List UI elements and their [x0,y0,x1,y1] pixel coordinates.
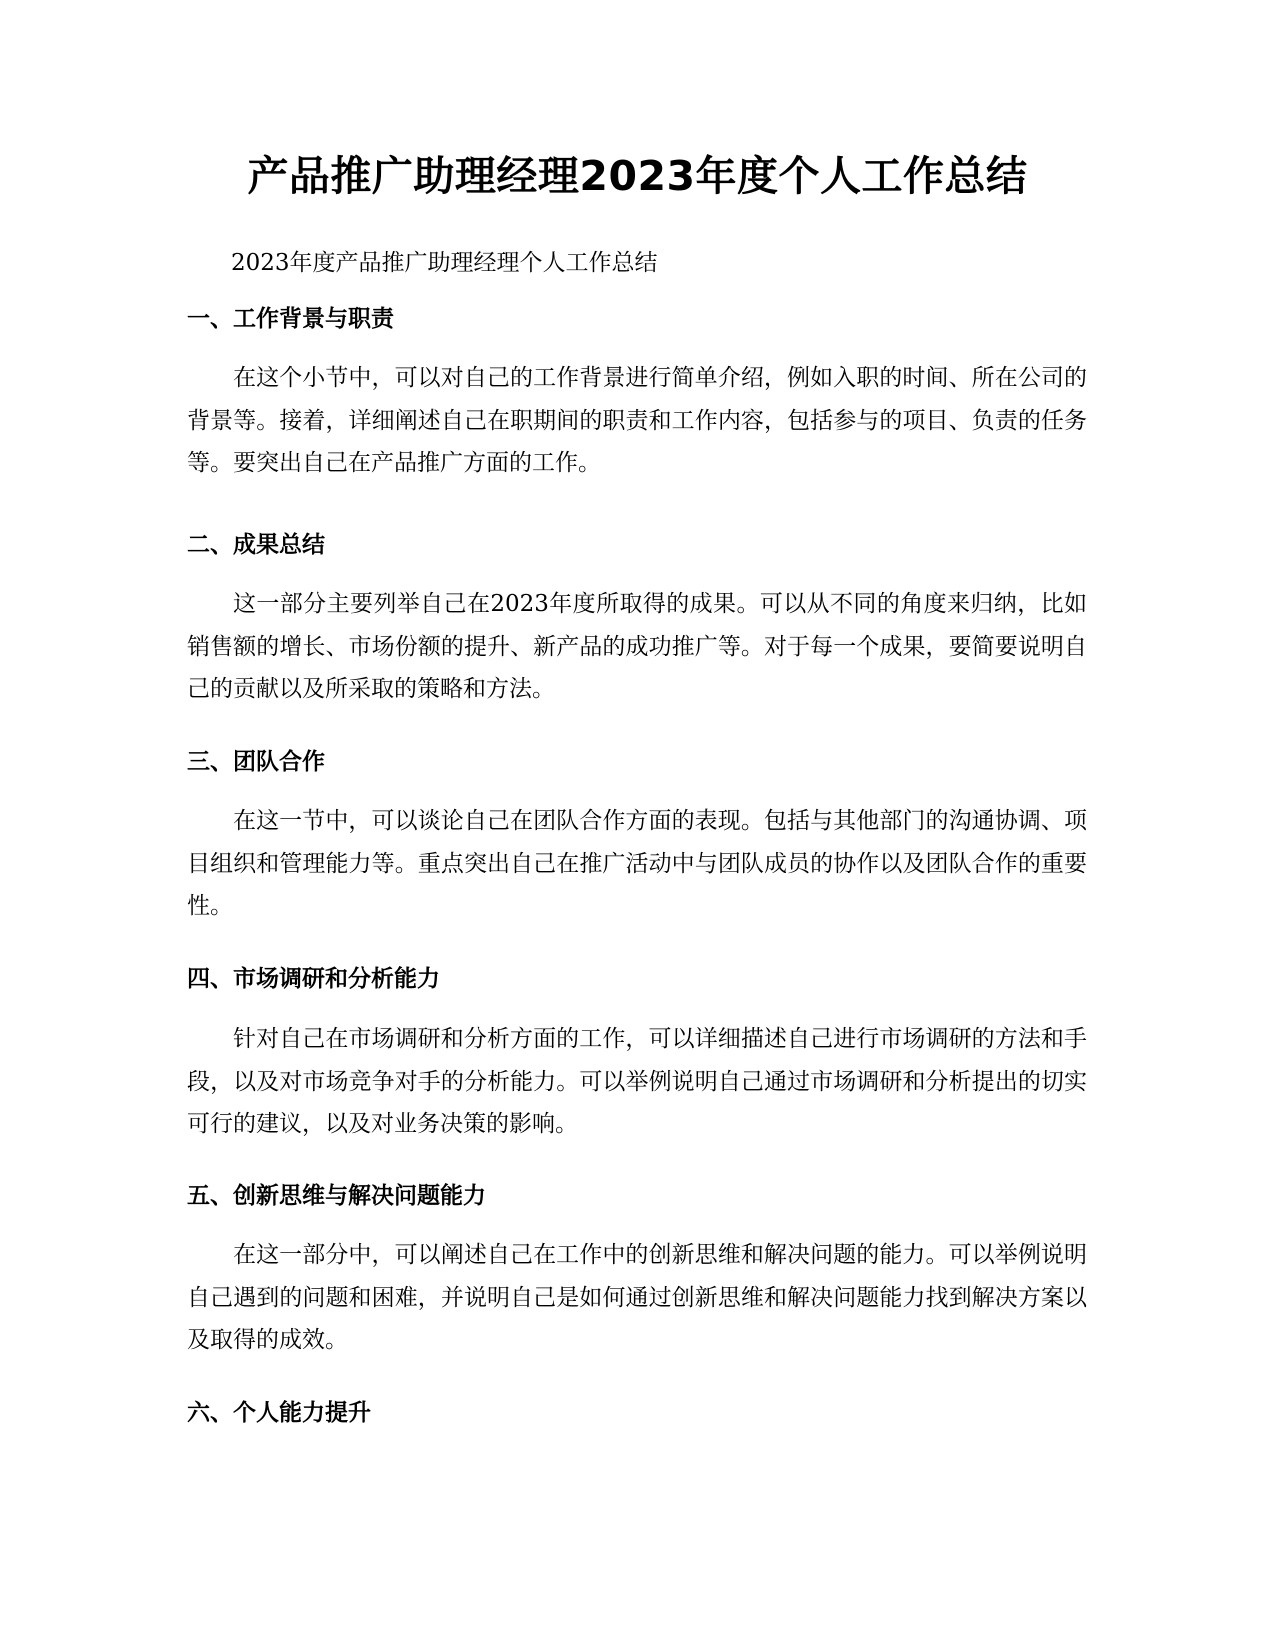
section-heading-3: 三、团队合作 [187,749,325,775]
section-heading-2: 二、成果总结 [187,532,325,558]
section-heading-1: 一、工作背景与职责 [187,306,394,332]
section-heading-5: 五、创新思维与解决问题能力 [187,1183,486,1209]
section-paragraph-4: 针对自己在市场调研和分析方面的工作，可以详细描述自己进行市场调研的方法和手段，以及对市场竞争对手的分析能力。可以举例说明自己通过市场调研和分析提出的切实可行的建议，以及对业务决策的影响。 [187,1026,1087,1137]
section-paragraph-1: 在这个小节中，可以对自己的工作背景进行简单介绍，例如入职的时间、所在公司的背景等。接着，详细阐述自己在职期间的职责和工作内容，包括参与的项目、负责的任务等。要突出自己在产品推广方面的工作。 [187,365,1087,476]
section-heading-6: 六、个人能力提升 [187,1400,371,1426]
section-paragraph-5: 在这一部分中，可以阐述自己在工作中的创新思维和解决问题的能力。可以举例说明自己遇到的问题和困难，并说明自己是如何通过创新思维和解决问题能力找到解决方案以及取得的成效。 [187,1242,1087,1353]
document-subtitle: 2023年度产品推广助理经理个人工作总结 [231,250,658,276]
section-heading-4: 四、市场调研和分析能力 [187,966,440,992]
section-paragraph-3: 在这一节中，可以谈论自己在团队合作方面的表现。包括与其他部门的沟通协调、项目组织和管理能力等。重点突出自己在推广活动中与团队成员的协作以及团队合作的重要性。 [187,808,1087,919]
section-paragraph-2: 这一部分主要列举自己在2023年度所取得的成果。可以从不同的角度来归纳，比如销售额的增长、市场份额的提升、新产品的成功推广等。对于每一个成果，要简要说明自己的贡献以及所采取的策略和方法。 [187,591,1087,702]
document-title: 产品推广助理经理2023年度个人工作总结 [247,152,1028,200]
